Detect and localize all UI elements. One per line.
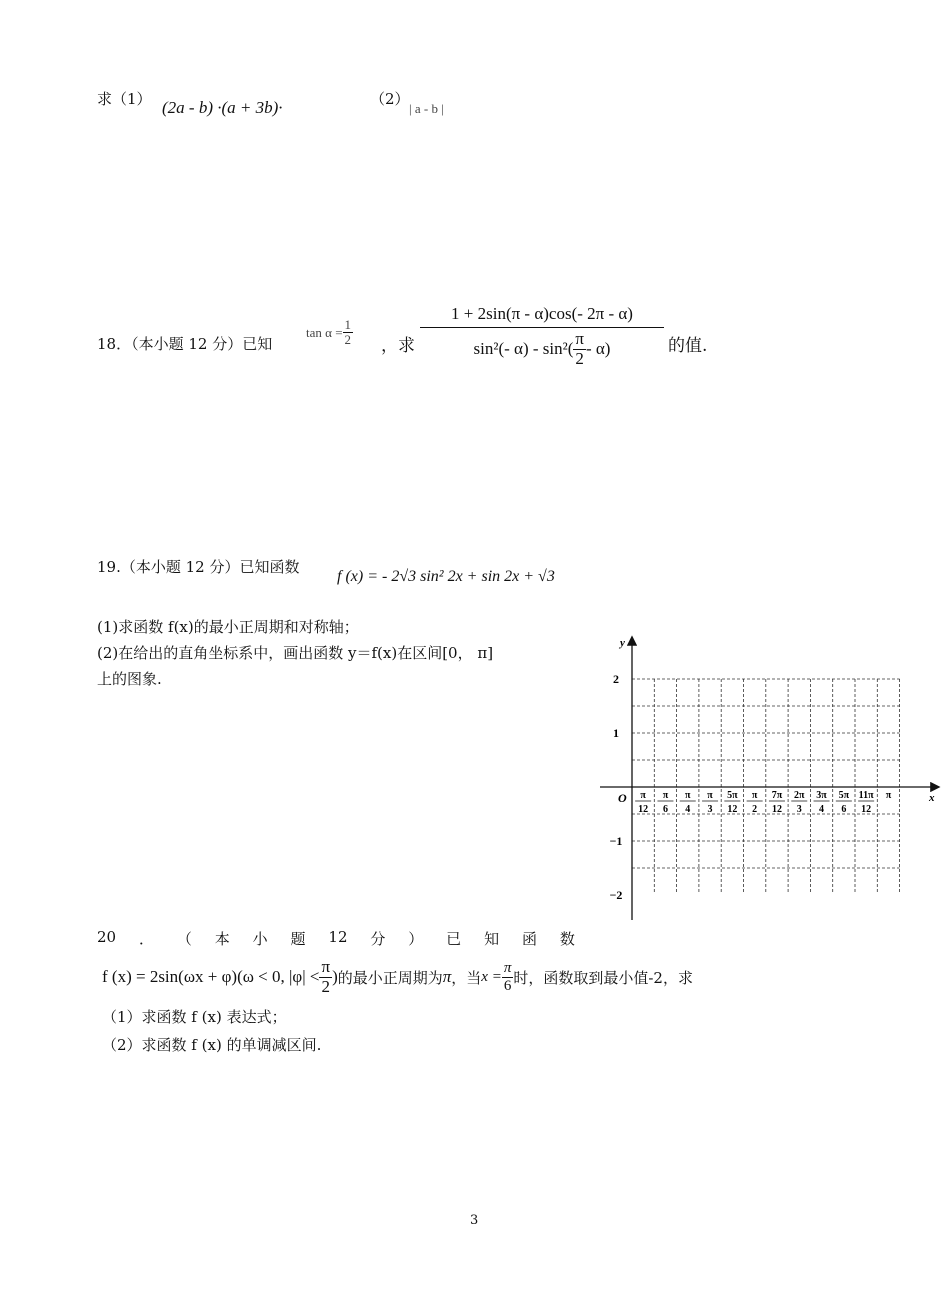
q20-heading-char: 小: [252, 930, 268, 948]
q20-pi: π: [442, 967, 452, 987]
q20-heading-char: ．: [138, 930, 154, 948]
q19-func: f (x) = - 2√3 sin² 2x + sin 2x + √3: [337, 568, 555, 585]
q19-line1: (1)求函数 f(x)的最小正周期和对称轴；: [97, 618, 359, 636]
q20-func-frac-num: π: [321, 957, 331, 976]
x-tick-den: 12: [727, 804, 738, 815]
x-tick-num: 7π: [771, 790, 783, 801]
x-tick-num: π: [751, 790, 758, 801]
q20-text-mid: 的最小正周期为: [337, 968, 443, 987]
q20-x-frac: [502, 960, 514, 994]
q18-tan: [306, 318, 353, 348]
q17-expr2: | a - b |: [409, 101, 444, 116]
q17-part2-label: （2）: [370, 90, 410, 108]
q20-func-frac-den: 2: [321, 976, 331, 996]
q20-text-tail: 时，函数取到最小值-2，求: [513, 968, 693, 987]
q18-suffix: 的值.: [668, 336, 708, 356]
x-tick-den: 12: [771, 804, 782, 815]
q18-big-fraction: [420, 304, 664, 368]
q20-heading-char: 已: [446, 930, 462, 948]
x-tick-num: 2π: [794, 790, 805, 801]
y-tick-label: −1: [609, 834, 623, 848]
y-tick-label: −2: [609, 888, 623, 902]
x-tick-num: 3π: [816, 790, 827, 801]
x-tick-num: π: [707, 790, 713, 801]
x-tick-den: 6: [841, 804, 847, 815]
q20-x-eq: x =: [481, 968, 502, 985]
grid-lines: [632, 679, 900, 892]
q20-heading-char: 本: [214, 930, 230, 948]
x-tick-den: 12: [861, 804, 872, 815]
y-axis-label: y: [620, 637, 625, 649]
q18-den-pi: π: [575, 329, 584, 348]
q19-line2: (2)在给出的直角坐标系中，画出函数 y＝f(x)在区间[0， π]: [97, 644, 494, 662]
q20-x-frac-den: 6: [503, 977, 512, 994]
origin-label: O: [618, 791, 627, 805]
q18-tan-den: 2: [344, 332, 352, 348]
x-tick-den: 6: [662, 804, 668, 815]
q17-lead: 求（1）: [97, 90, 152, 108]
q18-tan-frac: [343, 318, 354, 348]
q18-big-den-a: sin²(- α) - sin²(: [473, 339, 574, 359]
x-tick-labels: [635, 790, 892, 815]
q18-big-den-b: - α): [585, 339, 611, 359]
q20-func-frac: [319, 958, 332, 996]
q18-big-den: [474, 330, 611, 368]
x-tick-den: 12: [638, 804, 649, 815]
q20-heading-char: 分: [370, 930, 386, 948]
q20-heading: [97, 928, 575, 949]
x-axis-label: x: [929, 792, 935, 804]
x-tick-pi: π: [885, 790, 892, 801]
x-tick-den: 4: [685, 804, 691, 815]
q18-den-two: 2: [575, 348, 584, 368]
x-tick-den: 4: [819, 804, 825, 815]
q20-text-when: ，当: [451, 968, 482, 987]
x-tick-den: 2: [752, 804, 758, 815]
q17-expr1: (2a - b) ·(a + 3b)·: [162, 98, 283, 117]
q18-tan-lhs: tan α =: [306, 324, 343, 340]
x-tick-num: π: [685, 790, 691, 801]
q20-heading-char: 12: [328, 928, 348, 946]
page-number: 3: [470, 1213, 479, 1228]
q18-comma: ，求: [381, 336, 415, 356]
x-tick-num: π: [640, 790, 646, 801]
q20-heading-char: （: [176, 930, 192, 948]
q18-big-num: 1 + 2sin(π - α)cos(- 2π - α): [420, 304, 664, 328]
x-tick-num: 11π: [858, 790, 874, 801]
q20-line2: （2）求函数 f (x) 的单调减区间.: [102, 1036, 322, 1054]
coordinate-grid: [596, 630, 948, 930]
q20-heading-char: 题: [290, 930, 306, 948]
q20-heading-char: 函: [521, 930, 537, 948]
q20-func-b: ): [332, 967, 338, 987]
x-tick-num: 5π: [727, 790, 738, 801]
q20-line1: （1）求函数 f (x) 表达式；: [102, 1008, 287, 1026]
q19-prefix: 19.（本小题 12 分）已知函数: [97, 558, 300, 576]
q20-heading-char: ）: [408, 930, 424, 948]
x-tick-num: π: [662, 790, 669, 801]
x-tick-den: 3: [796, 804, 802, 815]
q18-den-frac: [573, 330, 586, 368]
q18-prefix: 18．（本小题 12 分）已知: [97, 335, 273, 353]
q20-func-a: f (x) = 2sin(ωx + φ)(ω < 0, |φ| <: [102, 967, 320, 987]
y-tick-label: 1: [613, 726, 619, 740]
q19-line3: 上的图象.: [97, 670, 162, 688]
x-tick-num: 5π: [838, 790, 850, 801]
q20-condition: [102, 958, 693, 996]
q20-x-frac-num: π: [503, 960, 512, 977]
y-tick-label: 2: [613, 672, 619, 686]
q20-heading-char: 知: [484, 930, 500, 948]
q18-tan-num: 1: [344, 317, 352, 332]
q20-heading-char: 数: [559, 930, 575, 948]
q20-heading-char: 20: [97, 928, 117, 946]
x-tick-den: 3: [707, 804, 713, 815]
